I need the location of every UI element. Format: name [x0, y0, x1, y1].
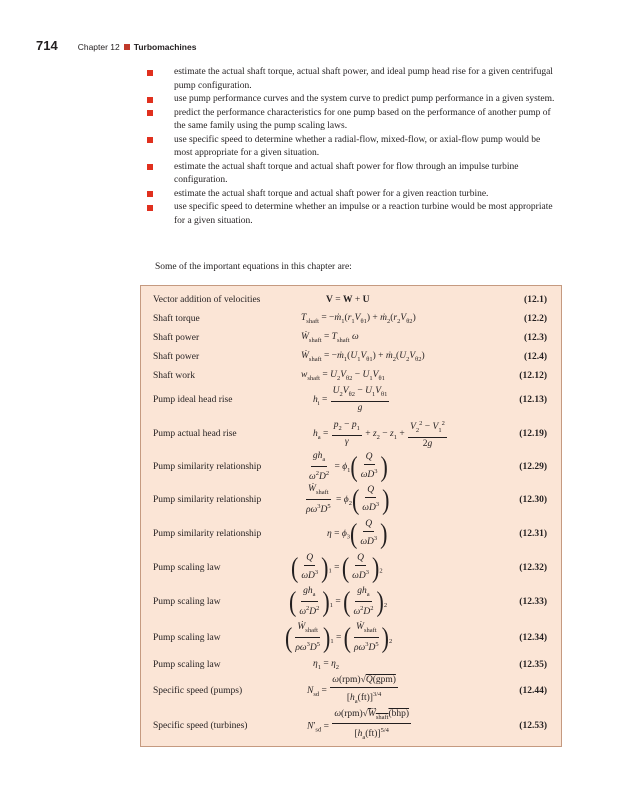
bullet-icon	[147, 137, 153, 143]
equation-label: Shaft power	[153, 333, 200, 343]
equation-row	[141, 330, 561, 346]
equation-row	[141, 484, 561, 516]
equation-label: Pump similarity relationship	[153, 495, 262, 505]
equation-label: Pump ideal head rise	[153, 395, 233, 405]
equation-row	[141, 552, 561, 584]
equation-expression: V = W + U	[326, 295, 370, 305]
equation-row	[141, 621, 561, 655]
equation-expression: $h_a$ = $\frac{p_2 - p_1}{\gamma}$ + $z_2 - z_1$ + $\frac{V_2^2 - V_1^2}{2g}$	[313, 419, 445, 450]
equation-row	[141, 657, 561, 673]
equation-number: (12.32)	[519, 563, 547, 573]
equation-number: (12.19)	[519, 429, 547, 439]
equation-expression: Ẇ$_{shaft}$ = $-ṁ_1(U_1V_{\theta 1})$ + $ṁ_2(U_2V_{\theta 2})$	[301, 351, 425, 363]
list-item	[145, 134, 560, 161]
equation-label: Pump scaling law	[153, 633, 221, 643]
equation-label: Shaft torque	[153, 314, 200, 324]
equation-label: Pump scaling law	[153, 597, 221, 607]
equation-expression: $w_{shaft} = U_2V_{\theta 2} - U_1V_{\theta 1}$	[301, 370, 385, 382]
equation-number: (12.29)	[519, 462, 547, 472]
page-number: 714	[36, 38, 58, 53]
bullet-icon	[147, 110, 153, 116]
equation-number: (12.3)	[524, 333, 547, 343]
equation-label: Shaft work	[153, 371, 195, 381]
bullet-icon	[147, 70, 153, 76]
equation-expression: ( $\frac{Ẇ_{shaft}}{\rho\omega^3D^5}$ )$_1$ = ( $\frac{Ẇ_{shaft}}{\rho\omega^3D^5}$ )$_2$	[285, 621, 393, 654]
equation-number: (12.2)	[524, 314, 547, 324]
bullet-icon	[147, 164, 153, 170]
equation-expression: ( $\frac{gh_a}{\omega^2D^2}$ )$_1$ = ( $\frac{gh_a}{\omega^2D^2}$ )$_2$	[289, 585, 388, 618]
equation-number: (12.4)	[524, 352, 547, 362]
equation-row	[141, 418, 561, 450]
square-bullet-icon	[124, 44, 130, 50]
bullet-text: estimate the actual shaft torque and actual shaft power for a given reaction turbine.	[174, 188, 489, 199]
list-item	[145, 107, 560, 134]
bullet-text: predict the performance characteristics for one pump based on the performance of another pump of the same family using the pump scaling laws.	[174, 107, 551, 131]
equation-expression: $T_{shaft}$ = $-ṁ_1(r_1V_{\theta 1})$ + $ṁ_2(r_2V_{\theta 2})$	[301, 313, 416, 325]
equation-expression: $\frac{gh_a}{\omega^2D^2}$ = $\phi_1$( $\frac{Q}{\omega D^3}$ )	[309, 450, 388, 483]
equation-row	[141, 311, 561, 327]
bullet-icon	[147, 191, 153, 197]
list-item	[145, 93, 560, 107]
bullet-text: use specific speed to determine whether a radial-flow, mixed-flow, or axial-flow pump would be most appropriate for a given situation.	[174, 134, 541, 158]
equation-number: (12.34)	[519, 633, 547, 643]
equation-row	[141, 368, 561, 384]
equation-row	[141, 451, 561, 483]
equation-expression: $N'_{sd}$ = $\frac{\omega(rpm)√Ẇ_{shaft}(bhp)}{[h_a(ft)]^{5/4}}$	[307, 708, 410, 742]
equation-number: (12.31)	[519, 529, 547, 539]
list-item	[145, 66, 560, 93]
equation-number: (12.44)	[519, 686, 547, 696]
equations-box	[140, 285, 562, 747]
equation-row	[141, 710, 561, 742]
equation-row	[141, 385, 561, 415]
equation-label: Pump similarity relationship	[153, 529, 262, 539]
equation-label: Pump actual head rise	[153, 429, 237, 439]
bullet-icon	[147, 205, 153, 211]
bullet-icon	[147, 97, 153, 103]
equation-label: Pump scaling law	[153, 563, 221, 573]
equation-number: (12.53)	[519, 721, 547, 731]
bullet-text: estimate the actual shaft torque and actual shaft power for flow through an impulse turbine configuration.	[174, 161, 519, 185]
equation-row	[141, 518, 561, 550]
equation-number: (12.13)	[519, 395, 547, 405]
equation-number: (12.35)	[519, 660, 547, 670]
list-item	[145, 201, 560, 228]
bullet-text: use specific speed to determine whether an impulse or a reaction turbine would be most appropriate for a given situation.	[174, 202, 553, 226]
equation-expression: $N_{sd}$ = $\frac{\text{ω(rpm)√Q(gpm)}}{[h_a(ft)]^{3/4}}$	[307, 674, 396, 706]
chapter-number: Chapter 12	[77, 42, 120, 52]
equation-expression: $\eta_1 = \eta_2$	[313, 659, 340, 671]
page-header	[36, 38, 196, 58]
equation-row	[141, 675, 561, 707]
equation-row	[141, 349, 561, 365]
equation-number: (12.1)	[524, 295, 547, 305]
equation-number: (12.12)	[519, 371, 547, 381]
chapter-title: Turbomachines	[133, 42, 197, 52]
equation-expression: ( $\frac{Q}{\omega D^3}$ )$_1$ = ( $\frac{Q}{\omega D^3}$ )$_2$	[291, 551, 383, 584]
equation-label: Vector addition of velocities	[153, 295, 261, 305]
equation-label: Specific speed (pumps)	[153, 686, 243, 696]
equation-expression: $\frac{Ẇ_{shaft}}{\rho\omega^3D^5}$ = $\phi_2$( $\frac{Q}{\omega D^3}$ )	[306, 483, 390, 516]
list-item	[145, 188, 560, 202]
chapter-label	[78, 42, 197, 52]
equation-expression: Ẇ$_{shaft}$ = $T_{shaft}$ ω	[301, 332, 359, 344]
equation-row	[141, 586, 561, 618]
equation-label: Specific speed (turbines)	[153, 721, 248, 731]
list-item	[145, 161, 560, 188]
equation-label: Shaft power	[153, 352, 200, 362]
learning-objectives-list	[145, 66, 560, 228]
bullet-text: estimate the actual shaft torque, actual shaft power, and ideal pump head rise for a given centrifugal pump configuration.	[174, 67, 553, 91]
equations-intro: Some of the important equations in this chapter are:	[155, 262, 352, 272]
equation-expression: $h_i$ = $\frac{U_2V_{\theta 2} - U_1V_{\theta 1}}{g}$	[313, 386, 388, 413]
equation-label: Pump scaling law	[153, 660, 221, 670]
equation-expression: $\eta = \phi_3$( $\frac{Q}{\omega D^3}$ )	[327, 517, 388, 550]
equation-row	[141, 292, 561, 308]
equation-number: (12.30)	[519, 495, 547, 505]
equation-label: Pump similarity relationship	[153, 462, 262, 472]
bullet-text: use pump performance curves and the system curve to predict pump performance in a given system.	[174, 94, 555, 104]
equation-number: (12.33)	[519, 597, 547, 607]
